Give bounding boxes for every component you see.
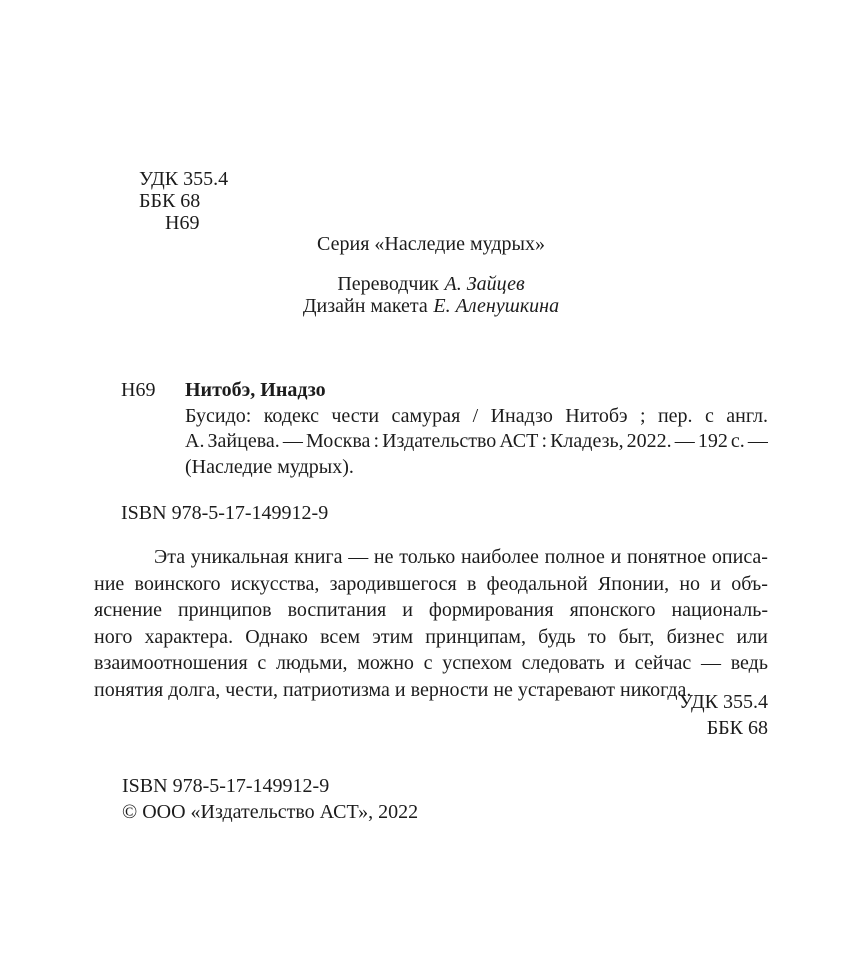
translator-line bbox=[94, 273, 768, 295]
bottom-codes-block bbox=[94, 689, 768, 741]
catalog-card-body bbox=[185, 378, 768, 481]
catalog-card bbox=[121, 378, 768, 481]
copyright-line: © ООО «Издательство АСТ», 2022 bbox=[122, 801, 419, 823]
udk-code: УДК 355.4 bbox=[139, 168, 229, 190]
author-sign: Н69 bbox=[165, 212, 200, 234]
top-codes-block bbox=[139, 168, 228, 234]
translator-label: Переводчик bbox=[337, 273, 439, 295]
translator-name: А. Зайцев bbox=[444, 273, 525, 295]
catalog-line: А. Зайцева. — Москва : Издательство АСТ : Кладезь, 2022. — 192 с. — bbox=[185, 430, 768, 453]
designer-line bbox=[94, 295, 768, 317]
annotation-line: ние воинского искусства, зародившегося в феодальной Японии, но и объ- bbox=[94, 572, 768, 595]
annotation-line: взаимоотношения с людьми, можно с успехом следовать и сейчас — ведь bbox=[94, 652, 768, 675]
isbn-number: ISBN 978-5-17-149912-9 bbox=[121, 502, 329, 524]
udk-code-bottom: УДК 355.4 bbox=[678, 691, 768, 713]
bbk-code: ББК 68 bbox=[139, 190, 201, 212]
annotation-line: понятия долга, чести, патриотизма и верности не устаревают никогда. bbox=[94, 678, 692, 701]
annotation-line: ного характера. Однако всем этим принципам, будь то быт, бизнес или bbox=[94, 625, 768, 648]
catalog-line: (Наследие мудрых). bbox=[185, 456, 354, 479]
catalog-line: Бусидо: кодекс чести самурая / Инадзо Нитобэ ; пер. с англ. bbox=[185, 404, 768, 427]
isbn-bottom: ISBN 978-5-17-149912-9 bbox=[122, 775, 330, 797]
catalog-author-heading: Нитобэ, Инадзо bbox=[185, 379, 326, 401]
annotation-paragraph bbox=[94, 544, 768, 704]
series-title: Серия «Наследие мудрых» bbox=[317, 233, 545, 255]
bbk-code-bottom: ББК 68 bbox=[706, 717, 768, 739]
designer-name: Е. Аленушкина bbox=[433, 295, 560, 317]
bottom-imprint-block bbox=[122, 773, 418, 825]
designer-label: Дизайн макета bbox=[302, 295, 428, 317]
credits-block bbox=[94, 273, 768, 317]
annotation-line: Эта уникальная книга — не только наиболее полное и понятное описа- bbox=[154, 546, 768, 568]
annotation-line: яснение принципов воспитания и формирования японского националь- bbox=[94, 599, 768, 622]
catalog-author-sign: Н69 bbox=[121, 379, 156, 401]
